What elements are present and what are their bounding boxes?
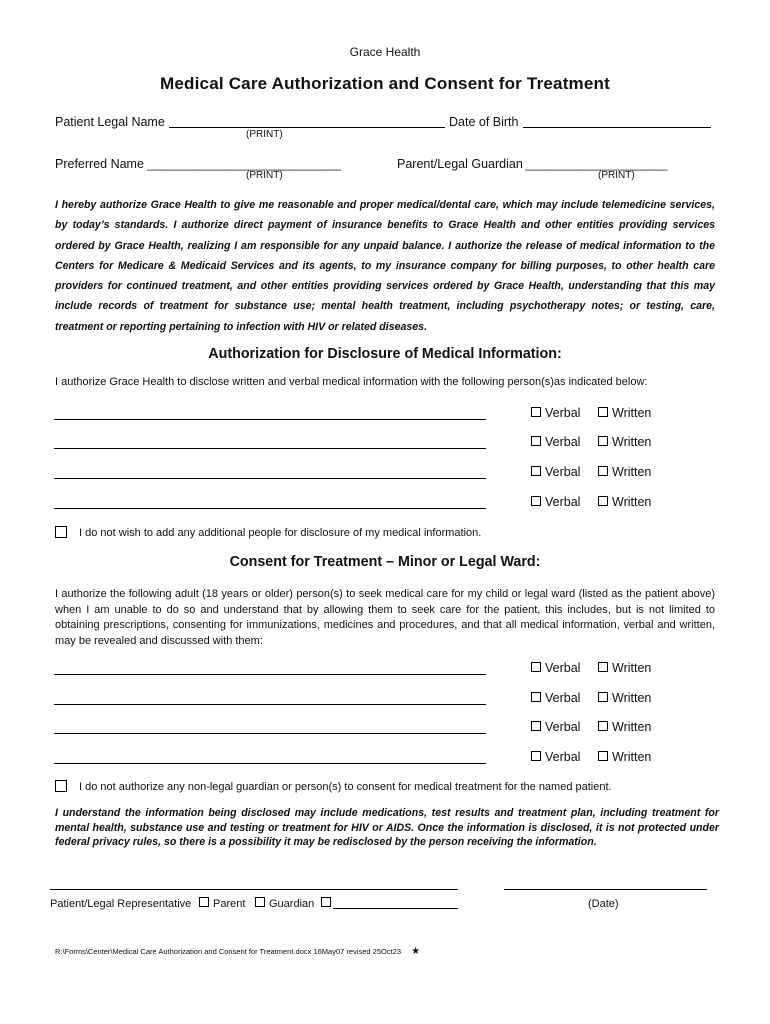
date-label: (Date) [588, 898, 619, 910]
checkbox-icon [531, 751, 541, 761]
disclosure-verbal-checkbox-4[interactable]: Verbal [531, 495, 580, 509]
checkbox-icon [531, 662, 541, 672]
checkbox-icon [321, 897, 331, 907]
consent-written-checkbox-1[interactable]: Written [598, 661, 651, 675]
checkbox-icon [531, 721, 541, 731]
disclosure-person-field-3[interactable] [54, 478, 486, 479]
representative-label: Patient/Legal Representative [50, 898, 192, 910]
consent-person-field-1[interactable] [54, 674, 486, 675]
checkbox-icon [255, 897, 265, 907]
consent-verbal-checkbox-4[interactable]: Verbal [531, 750, 580, 764]
checkbox-icon [598, 436, 608, 446]
dob-label: Date of Birth [449, 115, 519, 129]
org-header: Grace Health [349, 45, 421, 59]
consent-written-checkbox-2[interactable]: Written [598, 691, 651, 705]
parent-checkbox[interactable]: Parent [199, 897, 245, 913]
authorization-paragraph: I hereby authorize Grace Health to give me reasonable and proper medical/dental care, which may include telemedicine services, by today’s standards. I authorize direct payment of insurance benefits to Grace Health and other entities providing services ordered by Grace Health, realizing I am responsible for any unpaid balance. I authorize the release of medical information to the Centers for Medicare & Medicaid Services and its agents, to my insurance company for billing purposes, to other health care providers for continued treatment, and other entities providing services ordered by Grace Health, understanding that this may include records of treatment for substance use; mental health treatment, including psychotherapy notes; or testing, care, treatment or reporting pertaining to infection with HIV or related diseases. [55, 199, 715, 333]
disclosure-verbal-checkbox-1[interactable]: Verbal [531, 406, 580, 420]
consent-opt-out-label: I do not authorize any non-legal guardian or person(s) to consent for medical treatment for the named patient. [79, 781, 612, 793]
disclosure-written-checkbox-4[interactable]: Written [598, 495, 651, 509]
checkbox-icon [531, 436, 541, 446]
preferred-name-label: Preferred Name [55, 157, 144, 171]
guardian-label: Parent/Legal Guardian [397, 157, 523, 171]
disclosure-person-field-1[interactable] [54, 419, 486, 420]
disclosure-opt-out-label: I do not wish to add any additional people for disclosure of my medical information. [79, 527, 482, 539]
consent-person-field-4[interactable] [54, 763, 486, 764]
preferred-name-print-hint: (PRINT) [246, 170, 283, 181]
file-path-text: R:\Forms\Center\Medical Care Authorization and Consent for Treatment.docx 16May07 revised 25Oct23 [55, 947, 401, 956]
guardian-print-hint: (PRINT) [598, 170, 635, 181]
consent-written-checkbox-3[interactable]: Written [598, 720, 651, 734]
disclosure-intro: I authorize Grace Health to disclose written and verbal medical information with the following person(s)as indicated below: [55, 376, 648, 388]
checkbox-icon [531, 692, 541, 702]
consent-heading: Consent for Treatment – Minor or Legal Ward: [229, 554, 541, 570]
dob-field[interactable] [523, 127, 711, 128]
date-field[interactable] [504, 889, 707, 890]
consent-intro: I authorize the following adult (18 years or older) person(s) to seek medical care for my child or legal ward (listed as the patient above) when I am unable to do so and understand that by allowing them to seek care for the patient, this includes, but is not limited to obtaining prescriptions, consenting for immunizations, medicines and procedures, and that all medical information, verbal and written, may be revealed and discussed with them: [55, 588, 715, 647]
other-relationship-field[interactable] [333, 908, 458, 909]
checkbox-icon [598, 662, 608, 672]
disclosure-written-checkbox-1[interactable]: Written [598, 406, 651, 420]
disclosure-heading: Authorization for Disclosure of Medical Information: [208, 346, 562, 362]
disclosure-written-checkbox-2[interactable]: Written [598, 435, 651, 449]
consent-opt-out-checkbox[interactable] [55, 780, 67, 792]
signature-field[interactable] [50, 889, 458, 890]
consent-person-field-3[interactable] [54, 733, 486, 734]
legal-name-label: Patient Legal Name [55, 115, 165, 129]
guardian-checkbox[interactable]: Guardian [255, 897, 314, 913]
consent-person-field-2[interactable] [54, 704, 486, 705]
checkbox-icon [598, 496, 608, 506]
legal-name-print-hint: (PRINT) [246, 129, 283, 140]
other-checkbox[interactable] [321, 897, 335, 913]
preferred-name-field[interactable]: ______________________________ [147, 157, 341, 171]
disclosure-written-checkbox-3[interactable]: Written [598, 465, 651, 479]
checkbox-icon [531, 496, 541, 506]
checkbox-icon [598, 751, 608, 761]
disclosure-person-field-2[interactable] [54, 448, 486, 449]
understanding-paragraph: I understand the information being disclosed may include medications, test results and treatment plan, including treatment for mental health, substance use and testing or treatment for HIV or AIDS. Once the information is disclosed, it is not protected under federal privacy rules, so there is a possibility it may be redisclosed by the person receiving the information. [55, 807, 719, 849]
checkbox-icon [531, 466, 541, 476]
consent-verbal-checkbox-2[interactable]: Verbal [531, 691, 580, 705]
checkbox-icon [199, 897, 209, 907]
checkbox-icon [598, 692, 608, 702]
checkbox-icon [531, 407, 541, 417]
consent-written-checkbox-4[interactable]: Written [598, 750, 651, 764]
file-path-footer [55, 946, 420, 957]
star-icon: ★ [411, 946, 421, 957]
disclosure-person-field-4[interactable] [54, 508, 486, 509]
checkbox-icon [598, 466, 608, 476]
page-title: Medical Care Authorization and Consent for Treatment [160, 74, 610, 93]
guardian-field[interactable]: ______________________ [525, 157, 667, 171]
consent-verbal-checkbox-1[interactable]: Verbal [531, 661, 580, 675]
disclosure-verbal-checkbox-3[interactable]: Verbal [531, 465, 580, 479]
checkbox-icon [598, 407, 608, 417]
legal-name-field[interactable] [169, 127, 445, 128]
disclosure-opt-out-checkbox[interactable] [55, 526, 67, 538]
checkbox-icon [598, 721, 608, 731]
disclosure-verbal-checkbox-2[interactable]: Verbal [531, 435, 580, 449]
consent-verbal-checkbox-3[interactable]: Verbal [531, 720, 580, 734]
